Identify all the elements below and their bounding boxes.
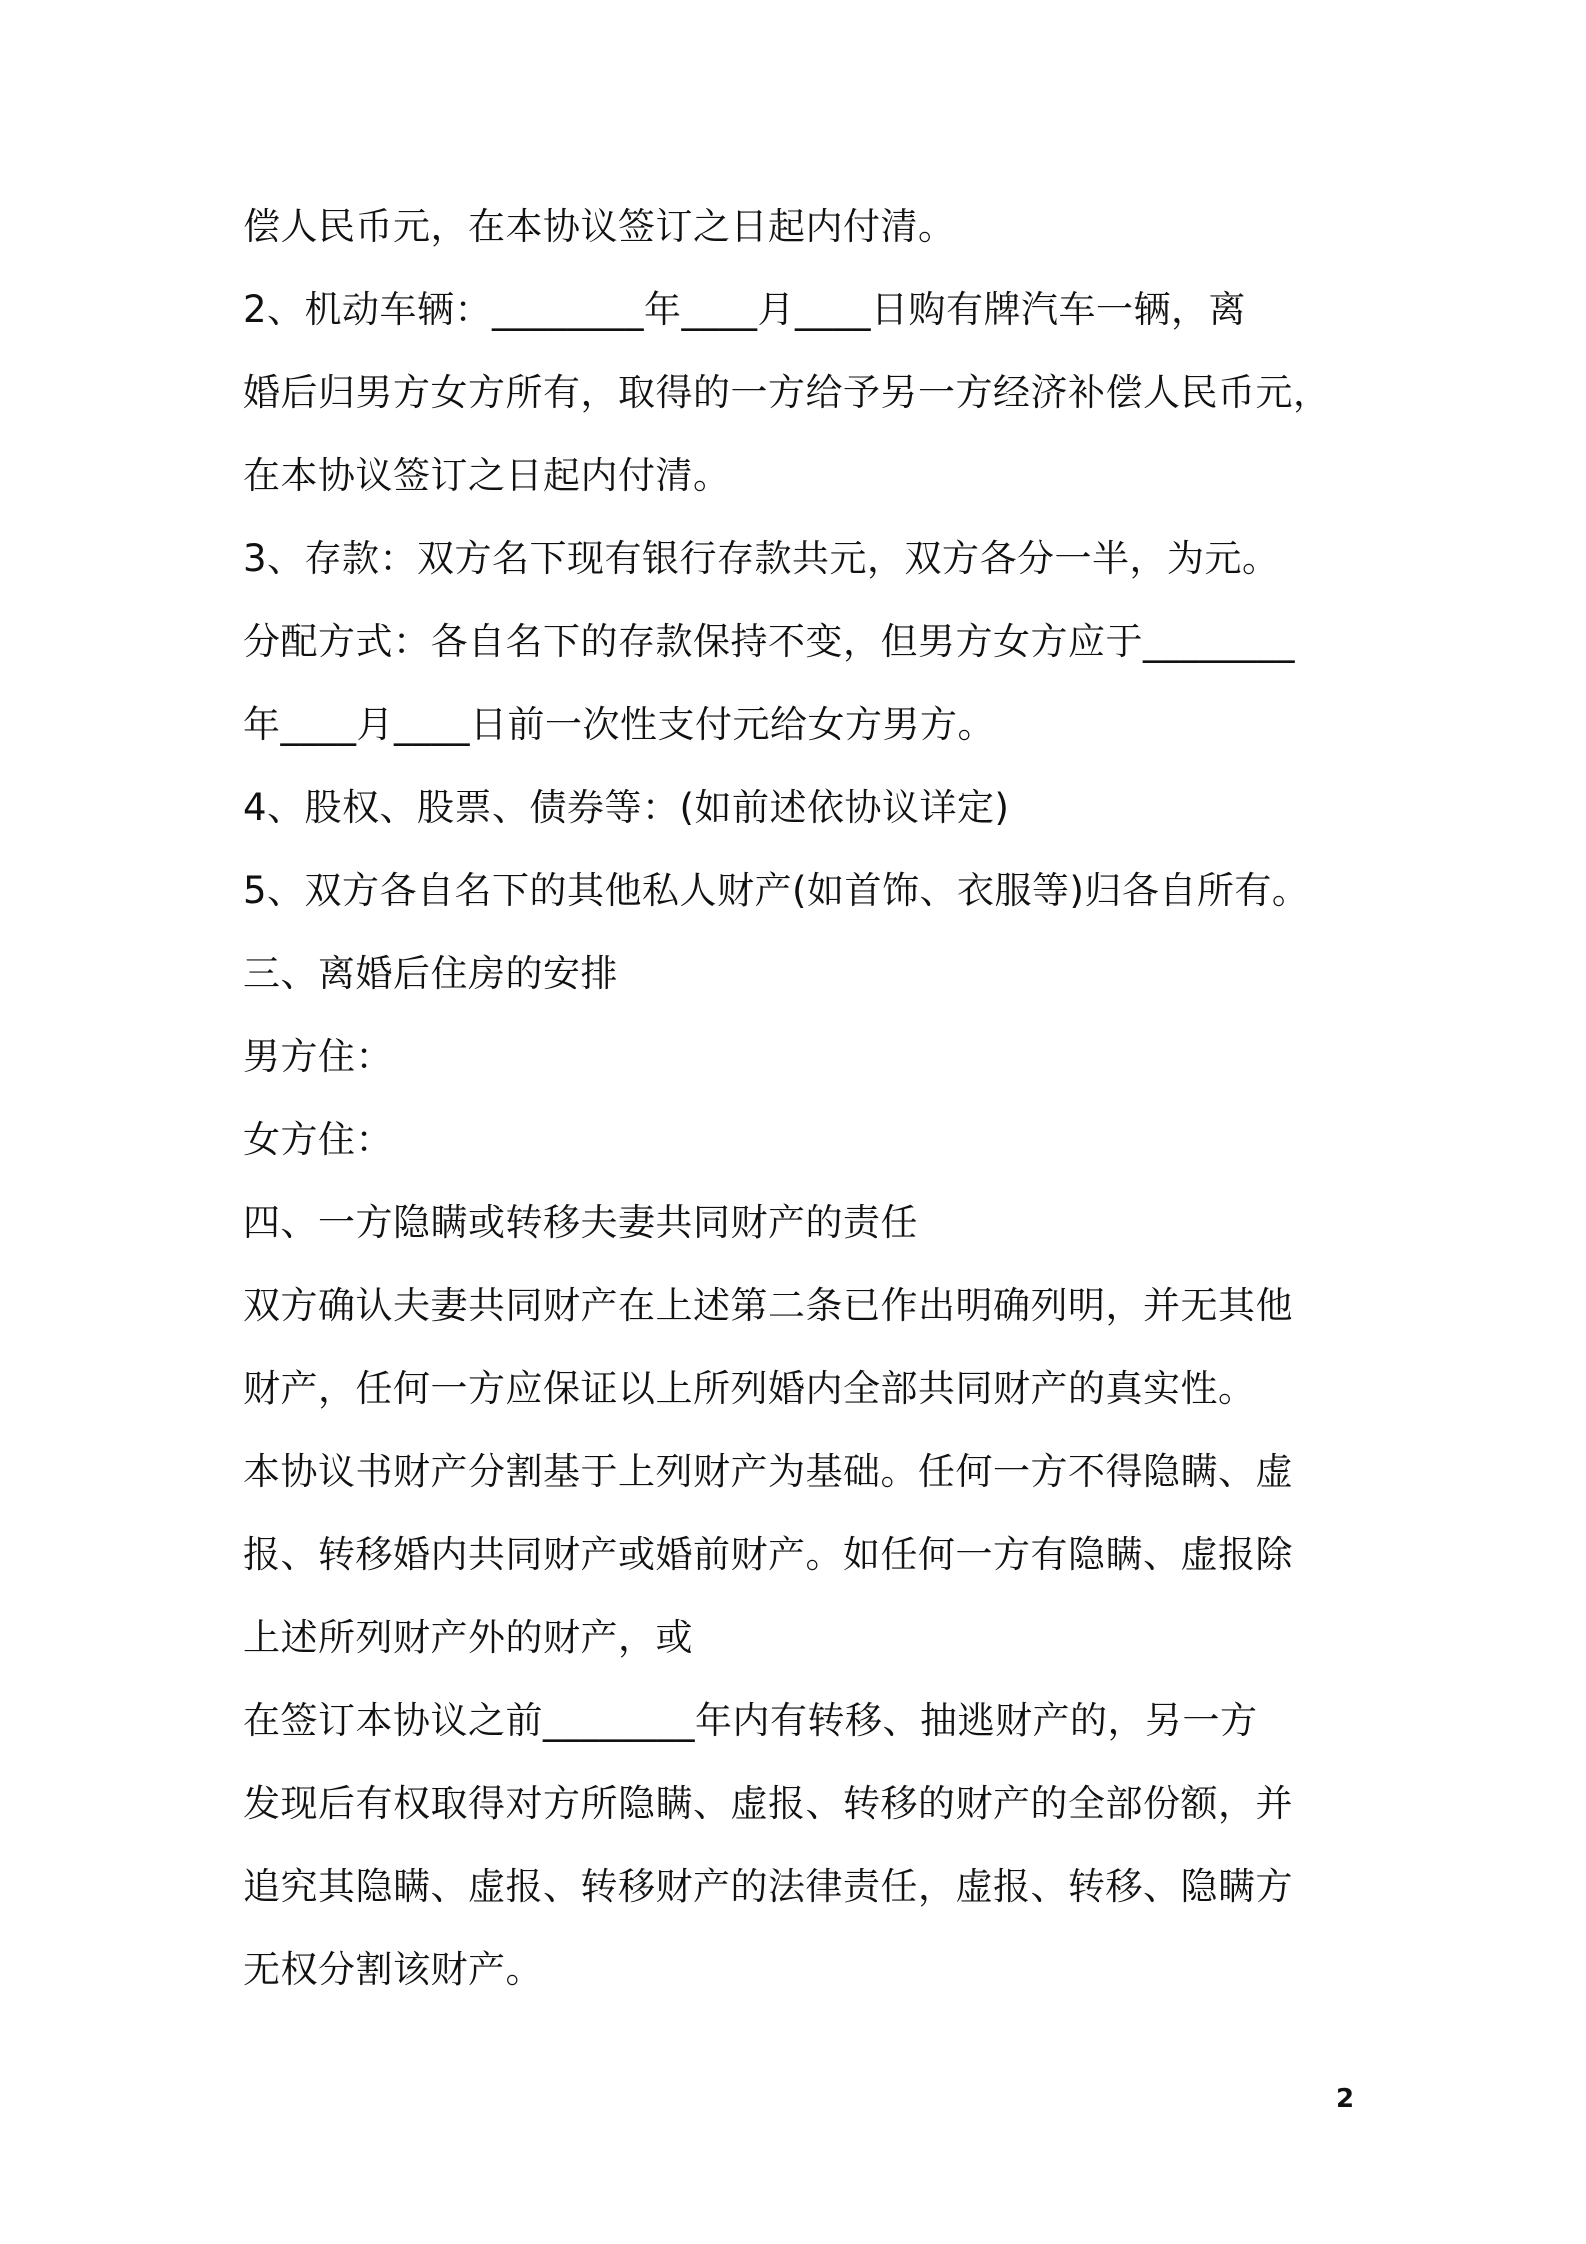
text-line: 年____月____日前一次性支付元给女方男方。 [243,703,995,746]
text-line: 4、股权、股票、债券等：(如前述依协议详定) [243,786,1010,829]
text-line: 女方住： [243,1118,393,1161]
text-line: 本协议书财产分割基于上列财产为基础。任何一方不得隐瞒、虚 [243,1450,1293,1493]
text-line: 男方住： [243,1035,393,1078]
section-heading: 四、一方隐瞒或转移夫妻共同财产的责任 [243,1201,918,1244]
text-line: 发现后有权取得对方所隐瞒、虚报、转移的财产的全部份额，并 [243,1782,1293,1825]
text-line: 追究其隐瞒、虚报、转移财产的法律责任，虚报、转移、隐瞒方 [243,1865,1293,1908]
page-number: 2 [1336,2084,1355,2114]
section-heading: 三、离婚后住房的安排 [243,952,618,995]
text-line: 2、机动车辆：________年____月____日购有牌汽车一辆，离 [243,288,1247,331]
text-line: 报、转移婚内共同财产或婚前财产。如任何一方有隐瞒、虚报除 [243,1533,1293,1576]
text-line: 上述所列财产外的财产，或 [243,1616,693,1659]
text-line: 双方确认夫妻共同财产在上述第二条已作出明确列明，并无其他 [243,1284,1293,1327]
text-line: 分配方式：各自名下的存款保持不变，但男方女方应于________ [243,620,1295,663]
text-line: 无权分割该财产。 [243,1948,543,1991]
text-line: 在签订本协议之前________年内有转移、抽逃财产的，另一方 [243,1699,1258,1742]
text-line: 偿人民币元，在本协议签订之日起内付清。 [243,205,956,248]
text-line: 3、存款：双方名下现有银行存款共元，双方各分一半，为元。 [243,537,1280,580]
text-line: 婚后归男方女方所有，取得的一方给予另一方经济补偿人民币元， [243,371,1331,414]
text-line: 在本协议签订之日起内付清。 [243,454,731,497]
text-line: 财产，任何一方应保证以上所列婚内全部共同财产的真实性。 [243,1367,1256,1410]
text-line: 5、双方各自名下的其他私人财产(如首饰、衣服等)归各自所有。 [243,869,1310,912]
